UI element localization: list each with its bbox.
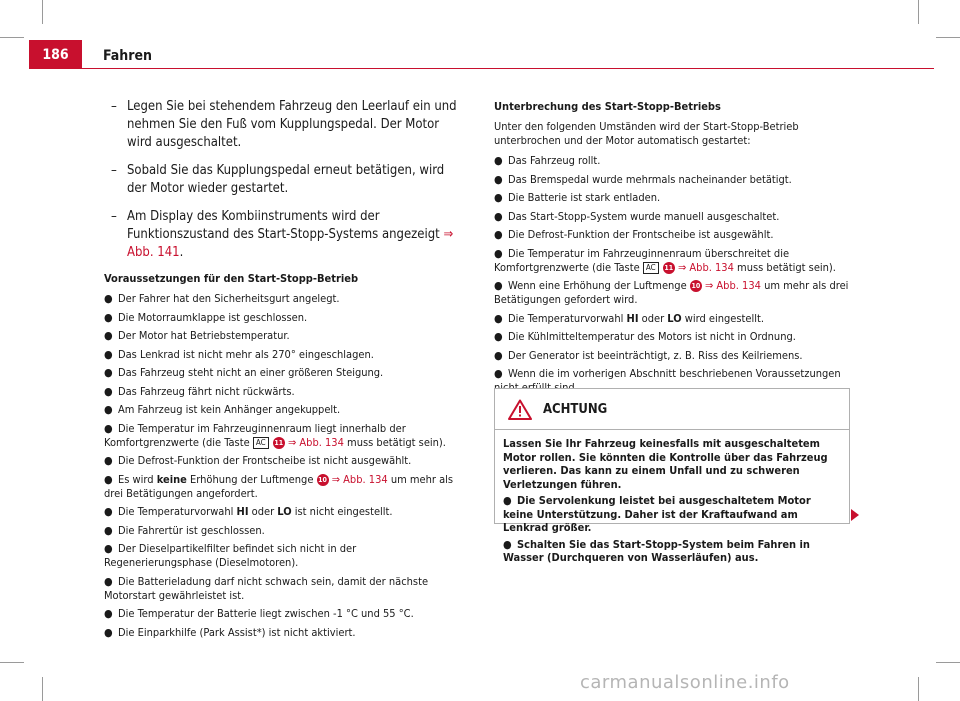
emphasis: keine xyxy=(156,472,187,486)
list-item xyxy=(494,247,850,275)
list-item-text: Der Motor hat Betriebstemperatur. xyxy=(118,329,290,342)
prereq-heading: Voraussetzungen für den Start-Stopp-Betrieb xyxy=(104,272,359,285)
list-item-text: Das Fahrzeug fährt nicht rückwärts. xyxy=(118,384,295,398)
warning-body xyxy=(495,430,849,565)
list-item-text-mid: Erhöhung der Luftmenge xyxy=(186,472,317,486)
crop-mark xyxy=(0,662,24,663)
list-item-text-end: muss betätigt sein). xyxy=(733,260,836,274)
step-item xyxy=(104,162,460,198)
list-item xyxy=(104,348,460,362)
warning-item-text: Schalten Sie das Start-Stopp-System beim Fahren in Wasser (Durchqueren von Wasserläufen) aus. xyxy=(503,537,810,564)
step-item xyxy=(104,208,460,262)
warning-title: ACHTUNG xyxy=(543,401,608,417)
crop-mark xyxy=(42,677,43,701)
bullet: ● xyxy=(104,292,113,305)
list-item-text: Die Defrost-Funktion der Frontscheibe ist nicht ausgewählt. xyxy=(118,454,412,467)
list-item-text: Die Batterieladung darf nicht schwach sein, damit der nächste Motorstart gewährleistet ist. xyxy=(104,574,429,602)
warning-header xyxy=(495,389,849,430)
callout-number-icon: 10 xyxy=(691,282,701,290)
bullet: ● xyxy=(494,209,503,223)
right-column xyxy=(494,98,850,400)
section-title: Fahren xyxy=(103,48,152,64)
bullet: ● xyxy=(104,625,113,639)
step-dash: – xyxy=(111,99,117,114)
list-item-text: Die Batterie ist stark entladen. xyxy=(508,191,661,204)
list-item-text: Die Temperatur im Fahrzeuginnenraum überschreitet die Komfortgrenzwerte (die Taste xyxy=(494,246,790,274)
list-item xyxy=(104,575,460,603)
list-item xyxy=(104,524,460,538)
list-item-text-end: um mehr als drei Betätigungen gefordert wird. xyxy=(494,279,849,306)
bullet: ● xyxy=(104,454,113,467)
list-item xyxy=(104,311,460,325)
list-item-text: Die Einparkhilfe (Park Assist*) ist nicht aktiviert. xyxy=(118,625,356,639)
warning-triangle-icon xyxy=(503,399,537,420)
list-item-text: Der Generator ist beeinträchtigt, z. B. Riss des Keilriemens. xyxy=(508,348,803,362)
hi-label: HI xyxy=(236,505,249,518)
list-item-text: Die Temperaturvorwahl xyxy=(508,311,627,325)
list-item xyxy=(494,191,850,205)
list-item-text-end: muss betätigt sein). xyxy=(343,435,446,449)
list-item-text: Die Temperatur der Batterie liegt zwischen -1 °C und 55 °C. xyxy=(118,607,414,620)
bullet: ● xyxy=(494,279,503,292)
warning-item-text: Die Servolenkung leistet bei ausgeschaltetem Motor keine Unterstützung. Daher ist der Kraftaufwand am Lenkrad größer. xyxy=(503,494,811,534)
list-item xyxy=(494,312,850,326)
bullet: ● xyxy=(494,348,503,362)
bullet: ● xyxy=(104,472,113,486)
list-item xyxy=(104,505,460,519)
list-item-text: Die Temperatur im Fahrzeuginnenraum liegt innerhalb der Komfortgrenzwerte (die Taste xyxy=(104,421,406,449)
list-item-text: Die Fahrertür ist geschlossen. xyxy=(118,523,265,537)
bullet: ● xyxy=(494,246,503,260)
list-item-text-end: um mehr als drei Betätigungen angefordert. xyxy=(104,472,454,500)
ac-key-icon: AC xyxy=(253,437,269,449)
bullet: ● xyxy=(104,607,113,620)
list-item-text: Der Dieselpartikelfilter befindet sich nicht in der Regenerierungsphase (Dieselmotoren). xyxy=(104,542,357,569)
figure-link[interactable]: ⇒ Abb. 141 xyxy=(127,227,454,260)
crop-mark xyxy=(936,662,960,663)
left-column xyxy=(104,98,460,644)
step-text: Sobald Sie das Kupplungspedal erneut betätigen, wird der Motor wieder gestartet. xyxy=(127,163,445,196)
list-item-text: Das Lenkrad ist nicht mehr als 270° eingeschlagen. xyxy=(118,347,374,361)
list-item-text: Die Temperaturvorwahl xyxy=(118,505,237,518)
list-item-text-end: wird eingestellt. xyxy=(681,311,765,325)
bullet: ● xyxy=(494,311,503,325)
interrupt-heading: Unterbrechung des Start-Stopp-Betriebs xyxy=(494,100,721,113)
list-item-text: Das Start-Stopp-System wurde manuell ausgeschaltet. xyxy=(508,209,780,223)
list-item-text: Das Fahrzeug rollt. xyxy=(508,154,601,167)
page-header xyxy=(0,0,960,70)
interrupt-intro: Unter den folgenden Umständen wird der Start-Stopp-Betrieb unterbrochen und der Motor automatisch gestartet: xyxy=(494,120,799,147)
warning-item xyxy=(503,538,841,565)
bullet: ● xyxy=(494,367,503,380)
list-item xyxy=(104,292,460,306)
callout-number-icon: 11 xyxy=(664,263,674,272)
bullet: ● xyxy=(494,172,503,186)
interrupt-list xyxy=(494,154,850,395)
page-number: 186 xyxy=(29,40,82,69)
bullet: ● xyxy=(104,310,113,324)
list-item xyxy=(494,279,850,307)
warning-item xyxy=(503,494,841,535)
bullet: ● xyxy=(104,329,113,342)
header-rule xyxy=(82,68,934,69)
list-item-text: Wenn die im vorherigen Abschnitt beschriebenen Voraussetzungen xyxy=(508,367,841,380)
step-text: Legen Sie bei stehendem Fahrzeug den Leerlauf ein und nehmen Sie den Fuß vom Kupplungspedal. Der Motor wird ausgeschaltet. xyxy=(127,99,457,150)
bullet: ● xyxy=(104,542,113,555)
bullet: ● xyxy=(494,228,503,241)
list-item xyxy=(104,454,460,468)
bullet: ● xyxy=(104,347,113,361)
list-item xyxy=(104,422,460,450)
list-item xyxy=(104,473,460,501)
list-item xyxy=(104,329,460,343)
list-item-text: Es wird xyxy=(118,472,157,486)
list-item xyxy=(494,330,850,344)
list-item-text-mid: oder xyxy=(248,505,278,518)
list-item-text: Das Fahrzeug steht nicht an einer größeren Steigung. xyxy=(118,366,384,379)
prereq-list xyxy=(104,292,460,640)
figure-link[interactable]: ⇒ Abb. 134 xyxy=(704,279,761,292)
list-item-text: Wenn eine Erhöhung der Luftmenge xyxy=(508,279,690,292)
bullet: ● xyxy=(503,537,512,551)
list-item xyxy=(104,626,460,640)
step-dash: – xyxy=(111,163,117,178)
bullet: ● xyxy=(494,154,503,167)
list-item xyxy=(494,173,850,187)
step-item xyxy=(104,98,460,152)
bullet: ● xyxy=(104,505,113,518)
list-item xyxy=(494,228,850,242)
hi-label: HI xyxy=(626,311,639,325)
lo-label: LO xyxy=(667,311,682,325)
list-item xyxy=(104,403,460,417)
bullet: ● xyxy=(494,330,503,343)
list-item xyxy=(104,366,460,380)
list-item-text-mid: oder xyxy=(638,311,668,325)
list-item-text: Die Motorraumklappe ist geschlossen. xyxy=(118,310,308,324)
figure-link[interactable]: ⇒ Abb. 134 xyxy=(677,260,734,274)
list-item-text: Die Defrost-Funktion der Frontscheibe ist ausgewählt. xyxy=(508,228,774,241)
list-item-text: Am Fahrzeug ist kein Anhänger angekuppelt. xyxy=(118,403,341,416)
list-item-text: Die Kühlmitteltemperatur des Motors ist nicht in Ordnung. xyxy=(508,330,796,343)
list-item xyxy=(104,385,460,399)
bullet: ● xyxy=(104,403,113,416)
list-item-text: Das Bremspedal wurde mehrmals nacheinander betätigt. xyxy=(508,172,792,186)
ac-key-icon: AC xyxy=(643,262,659,274)
bullet: ● xyxy=(104,523,113,537)
bullet: ● xyxy=(104,366,113,379)
step-text-end: . xyxy=(179,245,184,260)
bullet: ● xyxy=(494,191,503,204)
figure-link[interactable]: ⇒ Abb. 134 xyxy=(331,472,388,486)
bullet: ● xyxy=(104,574,113,588)
continue-arrow-icon xyxy=(851,509,859,521)
list-item xyxy=(494,210,850,224)
list-item xyxy=(104,542,460,570)
figure-link[interactable]: ⇒ Abb. 134 xyxy=(287,435,344,449)
bullet: ● xyxy=(104,421,113,435)
list-item-text-end: ist nicht eingestellt. xyxy=(291,505,393,518)
step-dash: – xyxy=(111,209,117,224)
warning-intro: Lassen Sie Ihr Fahrzeug keinesfalls mit ausgeschaltetem Motor rollen. Sie könnten die Kontrolle über das Fahrzeug verlieren. Das kann zu einem Unfall und zu schweren Verletzungen führen. xyxy=(503,437,828,491)
list-item-text: Der Fahrer hat den Sicherheitsgurt angelegt. xyxy=(118,292,340,305)
step-text: Am Display des Kombiinstruments wird der Funktionszustand des Start-Stopp-Systems angezeigt xyxy=(127,209,444,242)
list-item xyxy=(494,349,850,363)
watermark: carmanualsonline.info xyxy=(580,672,790,693)
callout-number-icon: 11 xyxy=(274,438,284,447)
warning-box xyxy=(494,388,850,564)
crop-mark xyxy=(918,677,919,701)
list-item xyxy=(494,154,850,168)
bullet: ● xyxy=(503,494,512,507)
list-item xyxy=(104,607,460,621)
lo-label: LO xyxy=(277,505,292,518)
callout-number-icon: 10 xyxy=(318,475,327,484)
bullet: ● xyxy=(104,384,113,398)
